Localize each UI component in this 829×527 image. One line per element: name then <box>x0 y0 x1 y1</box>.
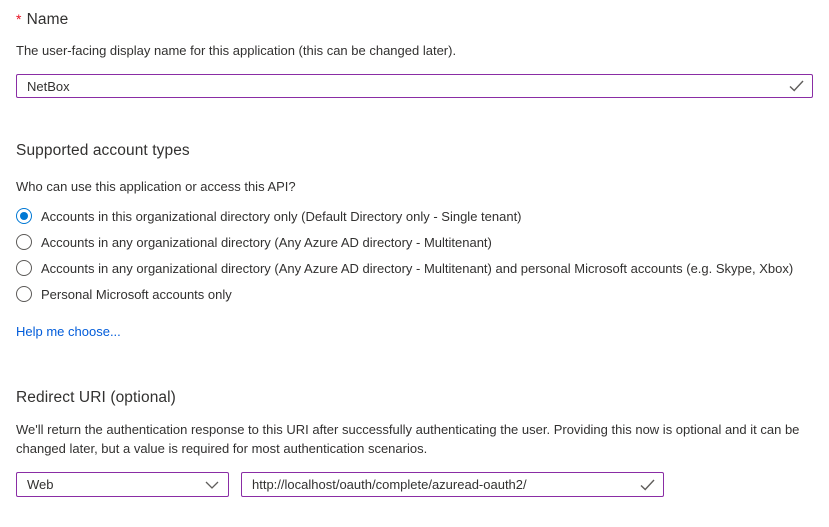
redirect-uri-input[interactable] <box>241 472 664 497</box>
radio-button-icon[interactable] <box>16 234 32 250</box>
redirect-uri-title: Redirect URI (optional) <box>16 389 176 406</box>
account-types-question: Who can use this application or access this API? <box>16 179 296 194</box>
account-types-radio-group <box>16 203 813 307</box>
redirect-uri-controls <box>16 472 813 497</box>
name-section-title <box>16 11 813 29</box>
radio-button-icon[interactable] <box>16 260 32 276</box>
radio-option-personal-only[interactable] <box>16 281 813 307</box>
radio-option-label: Accounts in any organizational directory (Any Azure AD directory - Multitenant) <box>41 234 492 250</box>
radio-option-multitenant[interactable] <box>16 229 813 255</box>
redirect-uri-description: We'll return the authentication response to this URI after successfully authenticating the user. Providing this now is optional and it can be changed later, but a value is required for most authentication scenarios. <box>16 422 800 456</box>
platform-select[interactable] <box>16 472 229 497</box>
uri-input-wrap <box>241 472 664 497</box>
radio-option-label: Accounts in any organizational directory (Any Azure AD directory - Multitenant) and personal Microsoft accounts (e.g. Skype, Xbox) <box>41 260 794 276</box>
radio-button-icon[interactable] <box>16 286 32 302</box>
help-me-choose-link[interactable]: Help me choose... <box>16 324 121 339</box>
name-description: The user-facing display name for this application (this can be changed later). <box>16 43 457 58</box>
required-asterisk: * <box>16 11 22 27</box>
name-input-wrap <box>16 74 813 98</box>
radio-button-icon[interactable] <box>16 208 32 224</box>
radio-option-label: Personal Microsoft accounts only <box>41 286 232 302</box>
radio-option-single-tenant[interactable] <box>16 203 813 229</box>
name-title-text: Name <box>26 11 69 28</box>
chevron-down-icon <box>205 481 219 489</box>
app-registration-form <box>0 11 829 497</box>
account-types-title: Supported account types <box>16 142 190 159</box>
radio-option-label: Accounts in this organizational directory only (Default Directory only - Single tenant) <box>41 208 522 224</box>
platform-select-value: Web <box>27 477 54 492</box>
radio-option-multitenant-personal[interactable] <box>16 255 813 281</box>
name-input[interactable] <box>16 74 813 98</box>
